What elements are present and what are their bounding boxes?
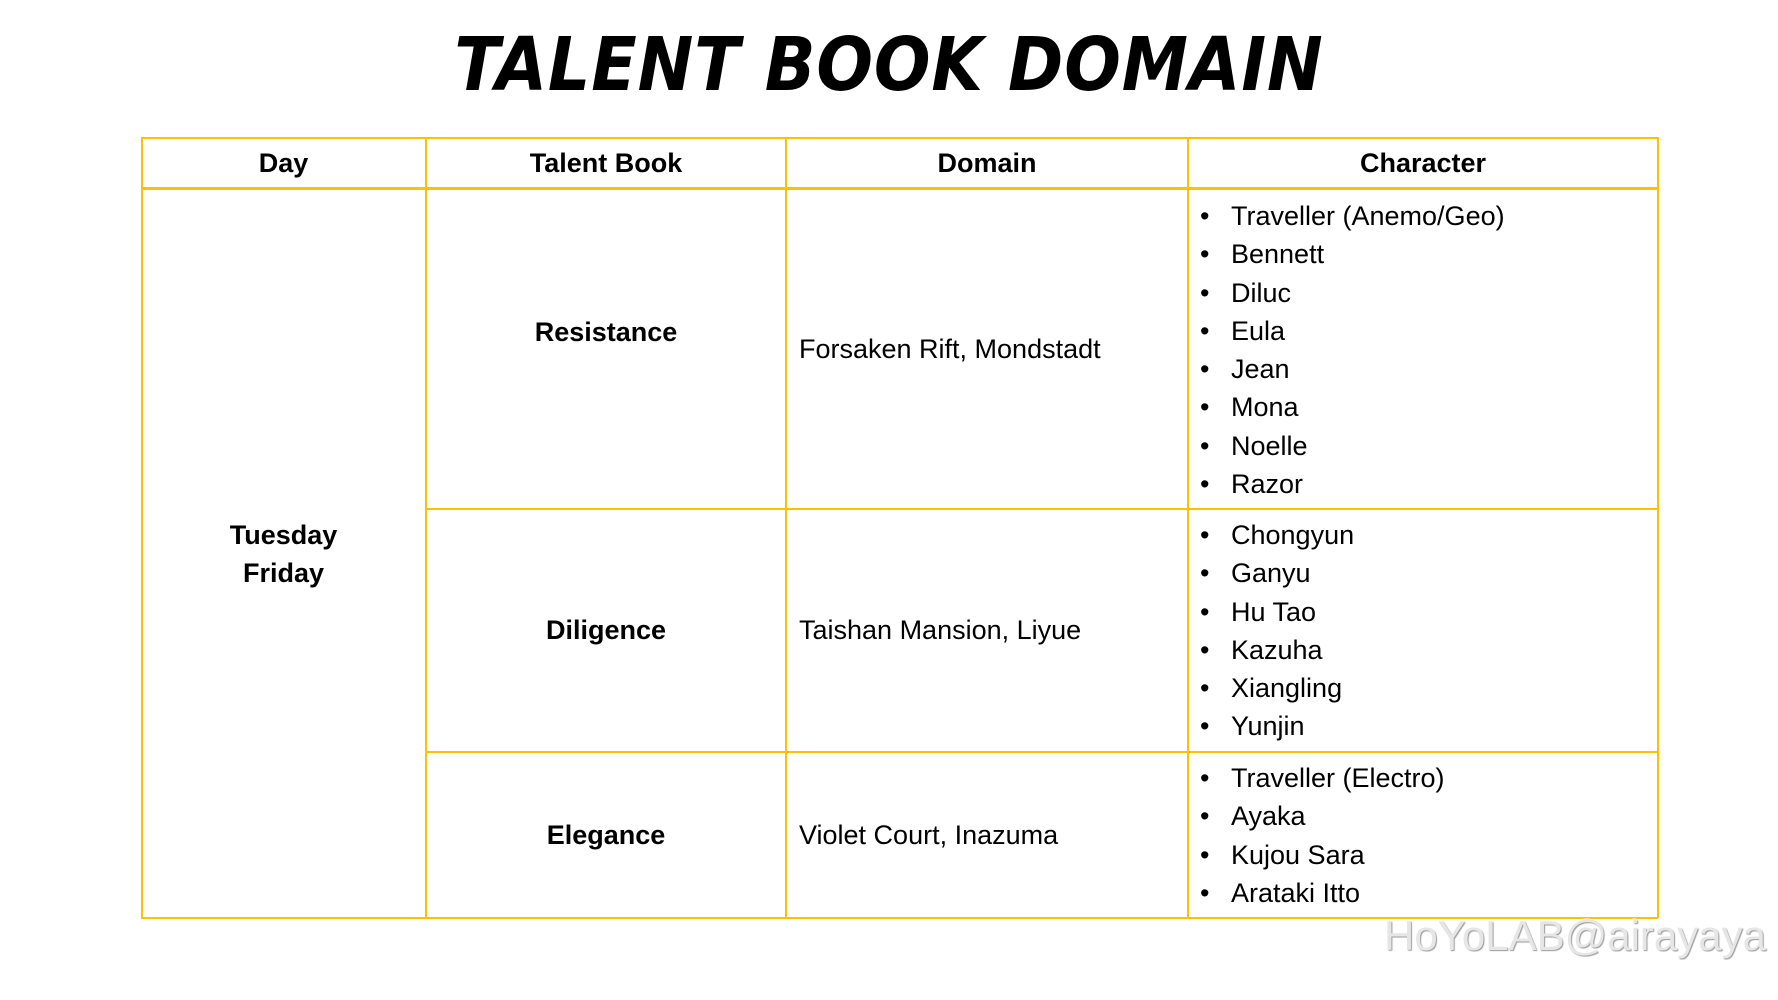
header-character: Character: [1359, 147, 1487, 178]
list-item: • Ganyu: [1188, 554, 1354, 592]
day-tuesday: Tuesday: [229, 520, 338, 550]
watermark: HoYoLAB@airayaya: [1384, 912, 1766, 959]
day-cell: [141, 190, 426, 918]
character-list: [1188, 197, 1505, 503]
character-list: [1188, 759, 1445, 912]
list-item: • Ayaka: [1188, 797, 1445, 835]
list-item: • Noelle: [1188, 427, 1505, 465]
list-item: • Mona: [1188, 388, 1505, 426]
header-domain: Domain: [937, 147, 1037, 178]
list-item: • Yunjin: [1188, 707, 1354, 745]
domain-violet-court: Violet Court, Inazuma: [799, 819, 1059, 850]
character-list: [1188, 516, 1354, 746]
list-item: • Diluc: [1188, 274, 1505, 312]
day-friday: Friday: [242, 558, 325, 588]
list-item: • Hu Tao: [1188, 593, 1354, 631]
list-item: • Bennett: [1188, 235, 1505, 273]
list-item: • Eula: [1188, 312, 1505, 350]
header-day: Day: [258, 147, 309, 178]
list-item: • Traveller (Anemo/Geo): [1188, 197, 1505, 235]
list-item: • Chongyun: [1188, 516, 1354, 554]
talent-book-elegance: Elegance: [546, 819, 666, 850]
talent-book-resistance: Resistance: [534, 317, 678, 347]
page-title: TALENT BOOK DOMAIN: [454, 22, 1324, 108]
list-item: • Arataki Itto: [1188, 874, 1445, 912]
header-talent-book: Talent Book: [529, 147, 683, 178]
domain-forsaken-rift: Forsaken Rift, Mondstadt: [799, 333, 1101, 364]
list-item: • Xiangling: [1188, 669, 1354, 707]
domain-taishan-mansion: Taishan Mansion, Liyue: [799, 614, 1082, 645]
talent-book-diligence: Diligence: [545, 614, 667, 645]
list-item: • Jean: [1188, 350, 1505, 388]
table-border-right: [1657, 137, 1659, 918]
list-item: • Kujou Sara: [1188, 836, 1445, 874]
list-item: • Kazuha: [1188, 631, 1354, 669]
list-item: • Razor: [1188, 465, 1505, 503]
list-item: • Traveller (Electro): [1188, 759, 1445, 797]
